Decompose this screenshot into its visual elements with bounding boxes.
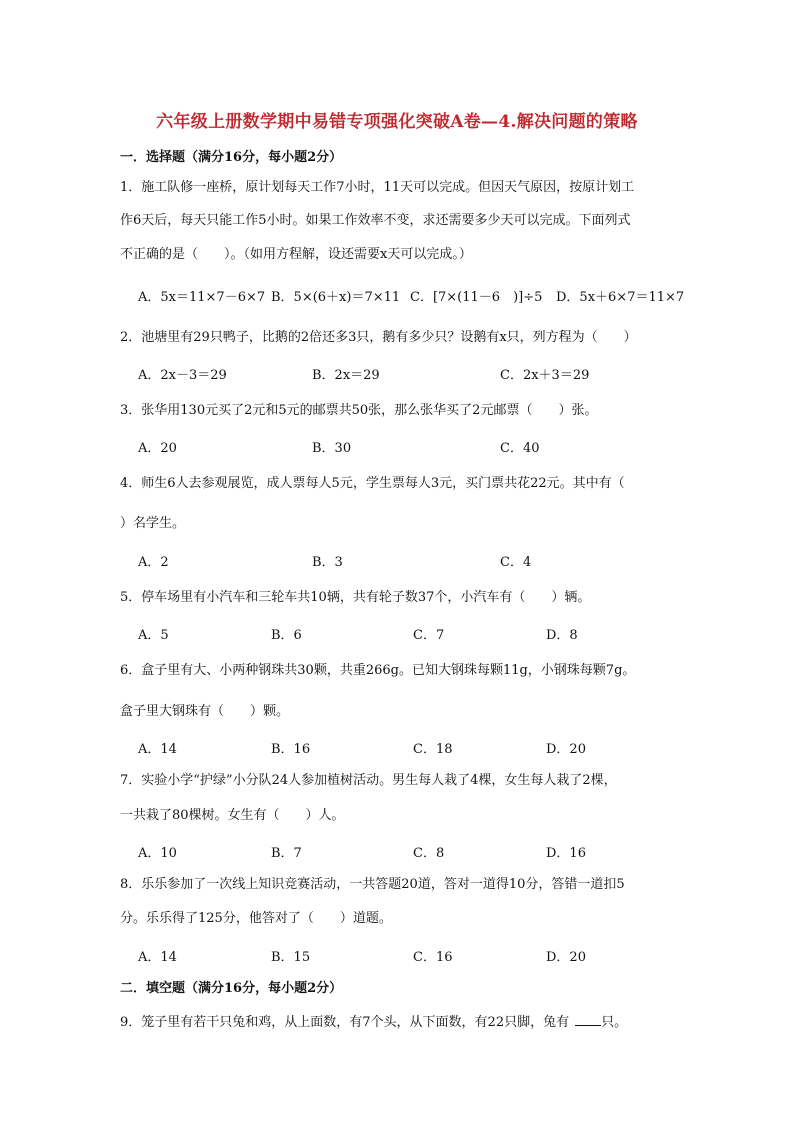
question-5-options [138,624,698,642]
q7-option-c[interactable]: C．8 [413,846,445,861]
q5-option-c[interactable]: C．7 [413,628,445,643]
question-9-text: 9．笼子里有若干只兔和鸡，从上面数，有7个头，从下面数，有22只脚，兔有 [120,1015,570,1030]
q2-option-c[interactable]: C．2x＋3＝29 [500,368,590,383]
question-8-line-1: 8．乐乐参加了一次线上知识竞赛活动，一共答题20道，答对一道得10分，答错一道扣5 [120,877,625,892]
q1-option-d[interactable]: D．5x＋6×7＝11×7 [556,290,685,305]
q6-option-c[interactable]: C．18 [413,742,453,757]
q2-option-a[interactable]: A．2x－3＝29 [138,368,227,383]
q6-option-a[interactable]: A．14 [138,742,177,757]
q8-option-a[interactable]: A．14 [138,950,177,965]
q5-option-d[interactable]: D．8 [546,628,578,643]
q6-option-b[interactable]: B．16 [271,742,311,757]
q8-option-d[interactable]: D．20 [546,950,586,965]
question-4-options [138,551,698,569]
q4-option-a[interactable]: A．2 [138,555,169,570]
q5-option-a[interactable]: A．5 [138,628,169,643]
question-3-options [138,437,698,455]
q7-option-a[interactable]: A．10 [138,846,177,861]
question-8-options [138,946,698,964]
q3-option-a[interactable]: A．20 [138,441,177,456]
question-1-options [138,286,698,304]
section-heading-fill: 二．填空题（满分16分，每小题2分） [120,981,343,996]
question-1-line-1: 1．施工队修一座桥，原计划每天工作7小时，11天可以完成。但因天气原因，按原计划工 [120,180,635,195]
section-heading-choice: 一．选择题（满分16分，每小题2分） [120,150,343,165]
question-2-options [138,364,698,382]
q8-option-b[interactable]: B．15 [271,950,311,965]
answer-blank[interactable] [575,1013,601,1026]
q6-option-d[interactable]: D．20 [546,742,586,757]
question-9-line-1 [120,1011,627,1030]
q1-option-b[interactable]: B．5×(6＋x)＝7×11 [271,290,401,305]
q8-option-c[interactable]: C．16 [413,950,453,965]
question-6-line-2: 盒子里大钢珠有（ ）颗。 [120,704,290,719]
question-4-line-1: 4．师生6人去参观展览，成人票每人5元，学生票每人3元，买门票共花22元。其中有（ [120,476,625,491]
question-6-line-1: 6．盒子里有大、小两种钢珠共30颗，共重266g。已知大钢珠每颗11g，小钢珠每颗7g。 [120,663,636,678]
q3-option-c[interactable]: C．40 [500,441,540,456]
question-8-line-2: 分。乐乐得了125分，他答对了（ ）道题。 [120,911,392,926]
q1-option-a[interactable]: A．5x＝11×7－6×7 [138,290,266,305]
question-5-line-1: 5．停车场里有小汽车和三轮车共10辆，共有轮子数37个，小汽车有（ ）辆。 [120,590,591,605]
q7-option-d[interactable]: D．16 [546,846,586,861]
q1-option-c[interactable]: C．[7×(11－6 )]÷5 [410,290,543,305]
q2-option-b[interactable]: B．2x＝29 [312,368,380,383]
question-1-line-3: 不正确的是（ ）。（如用方程解，设还需要x天可以完成。） [120,247,472,262]
question-4-line-2: ）名学生。 [120,516,186,531]
q7-option-b[interactable]: B．7 [271,846,302,861]
q3-option-b[interactable]: B．30 [312,441,352,456]
question-7-options [138,842,698,860]
question-9-tail: 只。 [601,1015,628,1030]
question-6-options [138,738,698,756]
question-3-line-1: 3．张华用130元买了2元和5元的邮票共50张，那么张华买了2元邮票（ ）张。 [120,403,598,418]
q4-option-b[interactable]: B．3 [312,555,343,570]
question-2-line-1: 2．池塘里有29只鸭子，比鹅的2倍还多3只，鹅有多少只？设鹅有x只，列方程为（ ） [120,330,637,345]
question-1-line-2: 作6天后，每天只能工作5小时。如果工作效率不变，求还需要多少天可以完成。下面列式 [120,213,631,228]
q4-option-c[interactable]: C．4 [500,555,532,570]
question-7-line-1: 7．实验小学“护绿”小分队24人参加植树活动。男生每人栽了4棵，女生每人栽了2棵， [120,773,617,788]
question-7-line-2: 一共栽了80棵树。女生有（ ）人。 [120,808,345,823]
document-title: 六年级上册数学期中易错专项强化突破A卷—4.解决问题的策略 [156,112,638,132]
q5-option-b[interactable]: B．6 [271,628,302,643]
